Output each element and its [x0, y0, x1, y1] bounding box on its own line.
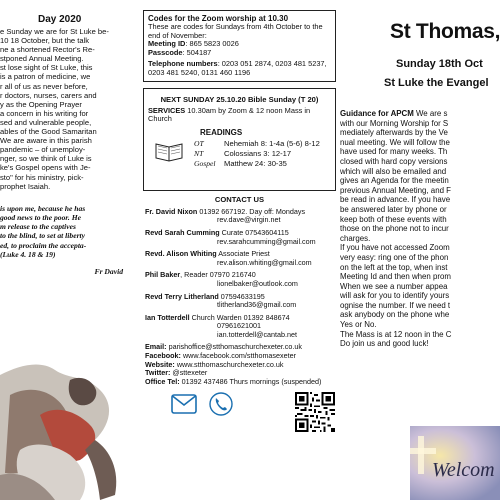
readings-list — [194, 139, 320, 169]
contact-email[interactable]: tlitherland36@gmail.com — [217, 300, 297, 310]
contact-email[interactable]: 07961621001 ian.totterdell@cantab.net — [217, 321, 298, 339]
church-title: St Thomas, — [390, 20, 500, 43]
contact-row: Revd Terry Litherland 07594633195 — [145, 291, 265, 301]
contact-row: Revd Sarah Cumming Curate 07543604115 — [145, 227, 289, 237]
website-link[interactable]: Website: www.stthomaschurchexeter.co.uk — [145, 359, 284, 369]
sunday-date: Sunday 18th Oct — [396, 58, 483, 70]
zoom-intro: These are codes for Sundays from 4th October to the end of November: — [148, 22, 323, 40]
signature: Fr David — [94, 266, 123, 276]
phone-icon — [209, 392, 233, 416]
zoom-codes-box — [143, 10, 336, 82]
reading-gospel: Gospel Matthew 24: 30-35 — [194, 158, 287, 168]
services: SERVICES 10.30am by Zoom & 12 noon Mass in Church — [148, 105, 311, 124]
office-tel: Office Tel: 01392 437486 Thurs mornings (suspended) — [145, 376, 322, 386]
middle-column — [137, 0, 340, 500]
left-body: e Sunday we are for St Luke be- 10 18 October, but the talk ne a shortened Rector's Re- stponed Annual Meeting. st lose sight of St Luke, this is a patron of medicine, we r all of us as never before, r doctors, nurses, carers and y as the Opening Prayer a concern in his writing for sed and vulnerable people, ables of the Good Samaritan We are aware in this parish pandemic – of unemploy- nger, so we think of Luke is ke's Gospel opens with Je- sto" for his ministry, pick- prophet Isaiah. — [0, 27, 109, 191]
contact-list — [145, 208, 336, 387]
contact-email[interactable]: rev.alison.whiting@gmail.com — [217, 257, 312, 267]
qr-code[interactable] — [295, 392, 335, 432]
facebook-link[interactable]: Facebook: www.facebook.com/stthomasexeter — [145, 351, 297, 361]
contact-email[interactable]: lionelbaker@outlook.com — [217, 278, 298, 288]
passcode: Passcode: 504187 — [148, 47, 212, 57]
reading-ot: OT Nehemiah 8: 1-4a (5-6) 8-12 — [194, 138, 320, 148]
telephone-numbers: Telephone numbers: 0203 051 2874, 0203 481 5237, 0203 481 5240, 0131 460 1196 — [148, 59, 327, 77]
contact-row: Ian Totterdell Church Warden 01392 848674 — [145, 312, 290, 322]
parish-email[interactable]: Email: parishoffice@stthomaschurchexeter.co.uk — [145, 342, 302, 352]
meeting-id: Meeting ID: 865 5823 0026 — [148, 39, 239, 49]
contact-row: Phil Baker, Reader 07970 216740 — [145, 270, 256, 280]
samaritan-illustration — [0, 355, 137, 500]
left-title: Day 2020 — [38, 14, 82, 25]
left-column — [0, 0, 137, 500]
contact-email[interactable]: rev.sarahcumming@gmail.com — [217, 236, 316, 246]
contact-icons — [143, 390, 336, 440]
contact-row: Revd. Alison Whiting Associate Priest — [145, 249, 270, 259]
welcome-text: Welcom — [432, 459, 495, 481]
scripture-quote: is upon me, because he has good news to the poor. He m release to the captives to the blind, to set at liberty ed, to proclaim the accepta- (Luke 4. 18 & 19) — [0, 203, 87, 259]
right-column — [340, 0, 500, 500]
contact-section — [143, 195, 336, 441]
next-sunday-title: NEXT SUNDAY 25.10.20 Bible Sunday (T 20) — [160, 94, 319, 104]
contact-email[interactable]: rev.dave@virgin.net — [217, 215, 281, 225]
readings-title: READINGS — [200, 127, 243, 137]
apcm-guidance: Guidance for APCM We are s with our Morning Worship for S mediately afterwards by the Ve nual meeting. We will follow the have used for many weeks. Th closed with hard copy versions which will also be emailed and gives an Agenda for the meetin previous Annual Meeting, and F be read in advance. If you have be answered later by phone or keep both of these events with those on the phone not to incur charges. If you have not accessed Zoom very easy: ring one of the phon on the left at the top, when inst Meeting Id and then when prom When we see a number appea will ask for you to identify yours ognise the number. If we need t ask anybody on the phone whe Yes or No. The Mass is at 12 noon in the C Do join us and good luck! — [340, 109, 452, 349]
zoom-title: Codes for the Zoom worship at 10.30 — [148, 14, 289, 23]
envelope-icon — [171, 394, 197, 414]
next-sunday-box — [143, 88, 336, 191]
bible-icon — [154, 138, 184, 162]
feast-title: St Luke the Evangel — [384, 77, 489, 89]
readings — [148, 126, 331, 188]
contact-title: CONTACT US — [214, 194, 265, 204]
welcome-graphic — [410, 426, 500, 500]
contact-row: Fr. David Nixon 01392 667192. Day off: Mondays — [145, 206, 306, 216]
reading-nt: NT Colossians 3: 12-17 — [194, 148, 292, 158]
twitter-link[interactable]: Twitter: @sttexeter — [145, 368, 208, 378]
